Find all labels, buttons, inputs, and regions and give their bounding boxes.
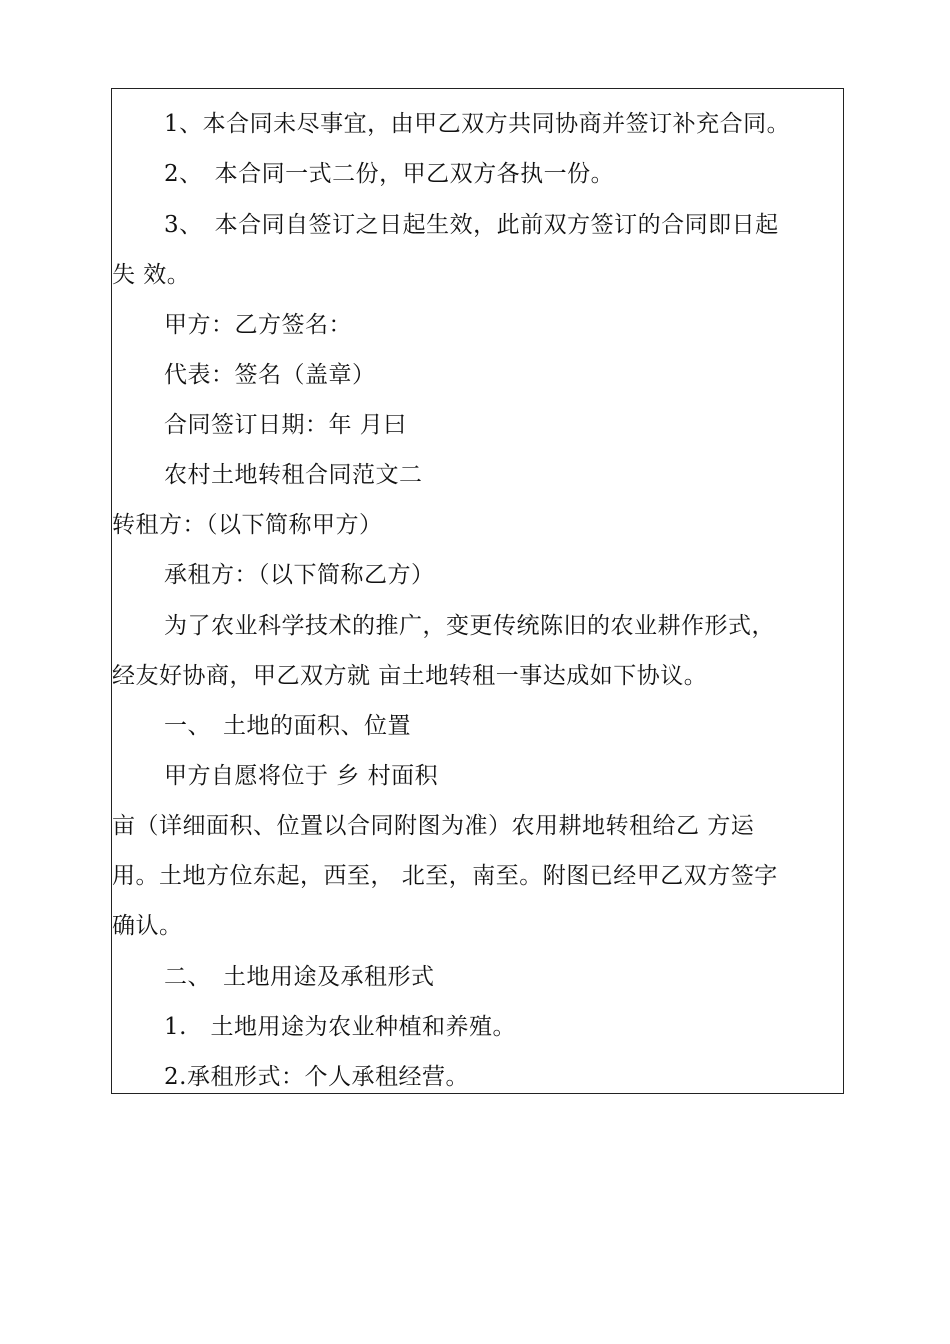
representative-line: 代表：签名（盖章）: [164, 362, 376, 388]
area-paragraph-line-1: 甲方自愿将位于 乡 村面积: [164, 763, 439, 789]
lessor-line: 转租方：（以下简称甲方）: [112, 512, 383, 538]
signing-date-line: 合同签订日期：年 月曰: [164, 412, 407, 438]
land-use-item-2: 2.承租形式：个人承租经营。: [164, 1064, 469, 1090]
clause-1: 1、本合同未尽事宜，由甲乙双方共同协商并签订补充合同。: [164, 111, 791, 137]
clause-2: 2、 本合同一式二份，甲乙双方各执一份。: [164, 161, 615, 187]
party-a-signature-line: 甲方：乙方签名：: [164, 312, 352, 338]
land-use-item-1: 1. 土地用途为农业种植和养殖。: [164, 1014, 516, 1040]
clause-3-continued: 失 效。: [112, 262, 191, 288]
heading-area-location: 一、 土地的面积、位置: [164, 713, 411, 739]
lessee-line: 承租方：（以下简称乙方）: [164, 562, 435, 588]
document-frame: [111, 88, 844, 1094]
section-title: 农村土地转租合同范文二: [164, 462, 423, 488]
clause-3: 3、 本合同自签订之日起生效，此前双方签订的合同即日起: [164, 212, 779, 238]
heading-land-use: 二、 土地用途及承租形式: [164, 964, 435, 990]
area-paragraph-line-2: 亩（详细面积、位置以合同附图为准）农用耕地转租给乙 方运: [112, 813, 755, 839]
area-paragraph-line-3: 用。土地方位东起，西至， 北至，南至。附图已经甲乙双方签字: [112, 863, 778, 889]
area-paragraph-line-4: 确认。: [112, 913, 183, 939]
preamble-line-2: 经友好协商，甲乙双方就 亩土地转租一事达成如下协议。: [112, 663, 708, 689]
preamble-line-1: 为了农业科学技术的推广，变更传统陈旧的农业耕作形式，: [164, 613, 775, 639]
